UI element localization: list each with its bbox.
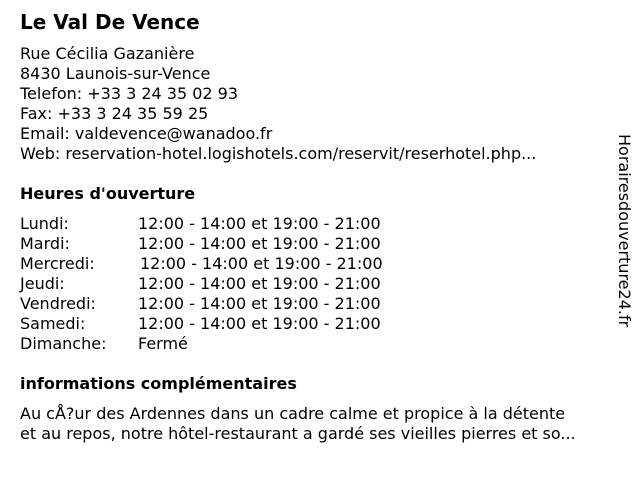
street-address: Rue Cécilia Gazanière (20, 44, 195, 63)
hours-row-monday (20, 214, 383, 234)
hours-row-friday (20, 294, 383, 314)
description (20, 404, 632, 444)
day-label: Vendredi: (20, 294, 96, 313)
time-value: 12:00 - 14:00 et 19:00 - 21:00 (138, 234, 381, 253)
day-label: Dimanche: (20, 334, 107, 353)
time-value: 12:00 - 14:00 et 19:00 - 21:00 (138, 274, 381, 293)
site-watermark: Horairesdouverture24.fr (615, 134, 634, 328)
time-value: 12:00 - 14:00 et 19:00 - 21:00 (138, 294, 381, 313)
day-label: Mercredi: (20, 254, 95, 273)
hours-row-saturday (20, 314, 383, 334)
hours-heading: Heures d'ouverture (20, 184, 196, 203)
time-value: Fermé (138, 334, 188, 353)
hours-row-tuesday (20, 234, 383, 254)
info-heading: informations complémentaires (20, 374, 297, 393)
time-value: 12:00 - 14:00 et 19:00 - 21:00 (138, 214, 381, 233)
day-label: Lundi: (20, 214, 69, 233)
day-label: Jeudi: (20, 274, 65, 293)
hours-row-thursday (20, 274, 383, 294)
description-line: et au repos, notre hôtel-restaurant a gardé ses vieilles pierres et so... (20, 424, 576, 443)
hours-table (20, 214, 383, 354)
time-value: 12:00 - 14:00 et 19:00 - 21:00 (138, 314, 381, 333)
contact-block (20, 44, 536, 164)
description-line: Au cÅ?ur des Ardennes dans un cadre calme et propice à la détente (20, 404, 566, 423)
day-label: Mardi: (20, 234, 70, 253)
website-url: Web: reservation-hotel.logishotels.com/reservit/reserhotel.php... (20, 144, 537, 163)
email-address: Email: valdevence@wanadoo.fr (20, 124, 273, 143)
hours-row-sunday (20, 334, 383, 354)
city-address: 8430 Launois-sur-Vence (20, 64, 211, 83)
phone-number: Telefon: +33 3 24 35 02 93 (20, 84, 239, 103)
time-value: 12:00 - 14:00 et 19:00 - 21:00 (140, 254, 383, 273)
business-name: Le Val De Vence (20, 10, 200, 34)
fax-number: Fax: +33 3 24 35 59 25 (20, 104, 209, 123)
hours-row-wednesday (20, 254, 383, 274)
day-label: Samedi: (20, 314, 86, 333)
